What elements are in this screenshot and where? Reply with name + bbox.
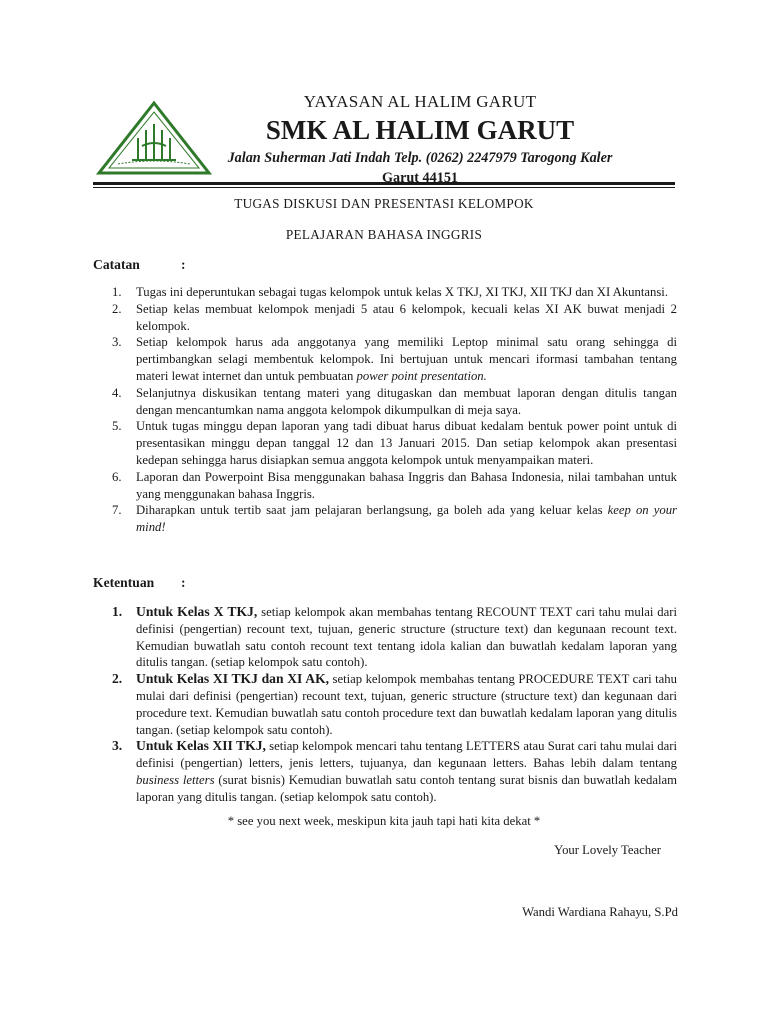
item-text: Laporan dan Powerpoint Bisa menggunakan bahasa Inggris dan Bahasa Indonesia, nilai tambahan untuk yang menggunakan bahasa Inggris. xyxy=(136,469,677,501)
document-title: TUGAS DISKUSI DAN PRESENTASI KELOMPOK xyxy=(234,196,534,211)
item-lead: Untuk Kelas XII TKJ, xyxy=(136,738,266,754)
list-item xyxy=(112,502,677,536)
item-number: 7. xyxy=(112,503,122,518)
item-text: setiap kelompok membahas tentang PROCEDURE TEXT cari tahu mulai dari definisi (pengertian) recount text, tujuan, generic structure (structure text) dan kegunaan dari procedure text. Kemudian buwatlah satu contoh procedure text dan buwatlah kedalam laporan yang ditulis tangan. (setiap kelompok satu contoh). xyxy=(136,672,677,737)
item-number: 4. xyxy=(112,385,122,400)
list-item xyxy=(112,738,677,805)
list-item xyxy=(112,301,677,335)
school-name: SMK AL HALIM GARUT xyxy=(265,115,575,145)
letterhead-divider-thin xyxy=(93,187,675,188)
item-text: Selanjutnya diskusikan tentang materi yang ditugaskan dan membuat laporan dengan ditulis tangan dengan mencantumkan nama anggota kelompok dikumpulkan di meja saya. xyxy=(136,385,677,417)
ketentuan-list xyxy=(112,604,677,806)
list-item xyxy=(112,604,677,671)
teacher-signature-name: Wandi Wardiana Rahayu, S.Pd xyxy=(522,905,678,919)
item-number: 1. xyxy=(112,285,122,299)
item-text: Tugas ini deperuntukan sebagai tugas kelompok untuk kelas X TKJ, XI TKJ, XII TKJ dan XI Akuntansi. xyxy=(136,285,668,299)
list-item xyxy=(112,469,677,503)
item-italic-text: power point presentation. xyxy=(356,368,487,383)
closing-note: * see you next week, meskipun kita jauh tapi hati kita dekat * xyxy=(227,814,541,828)
item-text: Untuk tugas minggu depan laporan yang tadi dibuat harus dibuat kedalam bentuk power point untuk di presentasikan minggu depan tanggal 12 dan 13 Januari 2015. Dan setiap kelompok akan presentasi kedepan sehingga harus disiapkan semua anggota kelompok untuk menyampaikan materi. xyxy=(136,419,677,467)
letterhead-divider-thick xyxy=(93,182,675,185)
ketentuan-label: Ketentuan xyxy=(93,575,155,590)
item-italic-text: business letters xyxy=(136,772,215,787)
teacher-closing: Your Lovely Teacher xyxy=(554,843,661,857)
list-item xyxy=(112,671,677,738)
catatan-heading xyxy=(93,257,186,273)
item-lead: Untuk Kelas XI TKJ dan XI AK, xyxy=(136,671,330,687)
item-number: 2. xyxy=(112,671,123,687)
item-text-after: (surat bisnis) Kemudian buwatlah satu contoh tentang surat bisnis dan buwatlah kedalam laporan yang ditulis tangan. (setiap kelompok satu contoh). xyxy=(136,772,677,804)
school-city: Garut 44151 xyxy=(381,170,459,186)
ketentuan-colon: : xyxy=(181,575,186,590)
foundation-name: YAYASAN AL HALIM GARUT xyxy=(303,92,537,111)
item-number: 3. xyxy=(112,738,123,754)
catatan-colon: : xyxy=(181,257,186,272)
list-item xyxy=(112,418,677,468)
item-number: 1. xyxy=(112,604,123,619)
item-text: Setiap kelompok harus ada anggotanya yang memiliki Leptop minimal satu orang sehingga di pertimbangkan selagi membentuk kelompok. Ini bertujuan untuk mencari iformasi tambahan tentang materi lewat internet dan untuk pembuatan xyxy=(136,335,677,383)
item-text: Setiap kelas membuat kelompok menjadi 5 atau 6 kelompok, kecuali kelas XI AK buwat menjadi 2 kelompok. xyxy=(136,301,677,333)
school-address: Jalan Suherman Jati Indah Telp. (0262) 2247979 Tarogong Kaler xyxy=(227,150,613,166)
item-text: setiap kelompok mencari tahu tentang LETTERS atau Surat cari tahu mulai dari definisi (pengertian) letters, jenis letters, tujuanya, dan kegunaan letters. Bahas lebih dalam tentang xyxy=(136,739,677,771)
item-italic-text: keep on your mind! xyxy=(136,503,677,535)
list-item xyxy=(112,334,677,384)
item-number: 6. xyxy=(112,469,122,484)
item-lead: Untuk Kelas X TKJ, xyxy=(136,604,258,619)
list-item xyxy=(112,284,677,301)
catatan-list xyxy=(112,284,677,536)
catatan-label: Catatan xyxy=(93,257,140,272)
document-subtitle: PELAJARAN BAHASA INGGRIS xyxy=(285,227,483,242)
item-number: 2. xyxy=(112,301,122,316)
item-number: 5. xyxy=(112,419,122,434)
letterhead xyxy=(200,92,640,188)
item-number: 3. xyxy=(112,335,122,350)
item-text: setiap kelompok akan membahas tentang RECOUNT TEXT cari tahu mulai dari definisi (pengertian) recount text, tujuan, generic structure (structure text) dan kegunaan recount text. Kemudian buwatlah satu contoh recount text tentang idola kalian dan buwatlah kedalam laporan yang ditulis tangan. (setiap kelompok satu contoh). xyxy=(136,605,677,670)
ketentuan-heading xyxy=(93,575,186,591)
item-text: Diharapkan untuk tertib saat jam pelajaran berlangsung, ga boleh ada yang keluar kelas xyxy=(136,503,608,518)
school-crest-icon xyxy=(96,100,212,176)
list-item xyxy=(112,385,677,419)
